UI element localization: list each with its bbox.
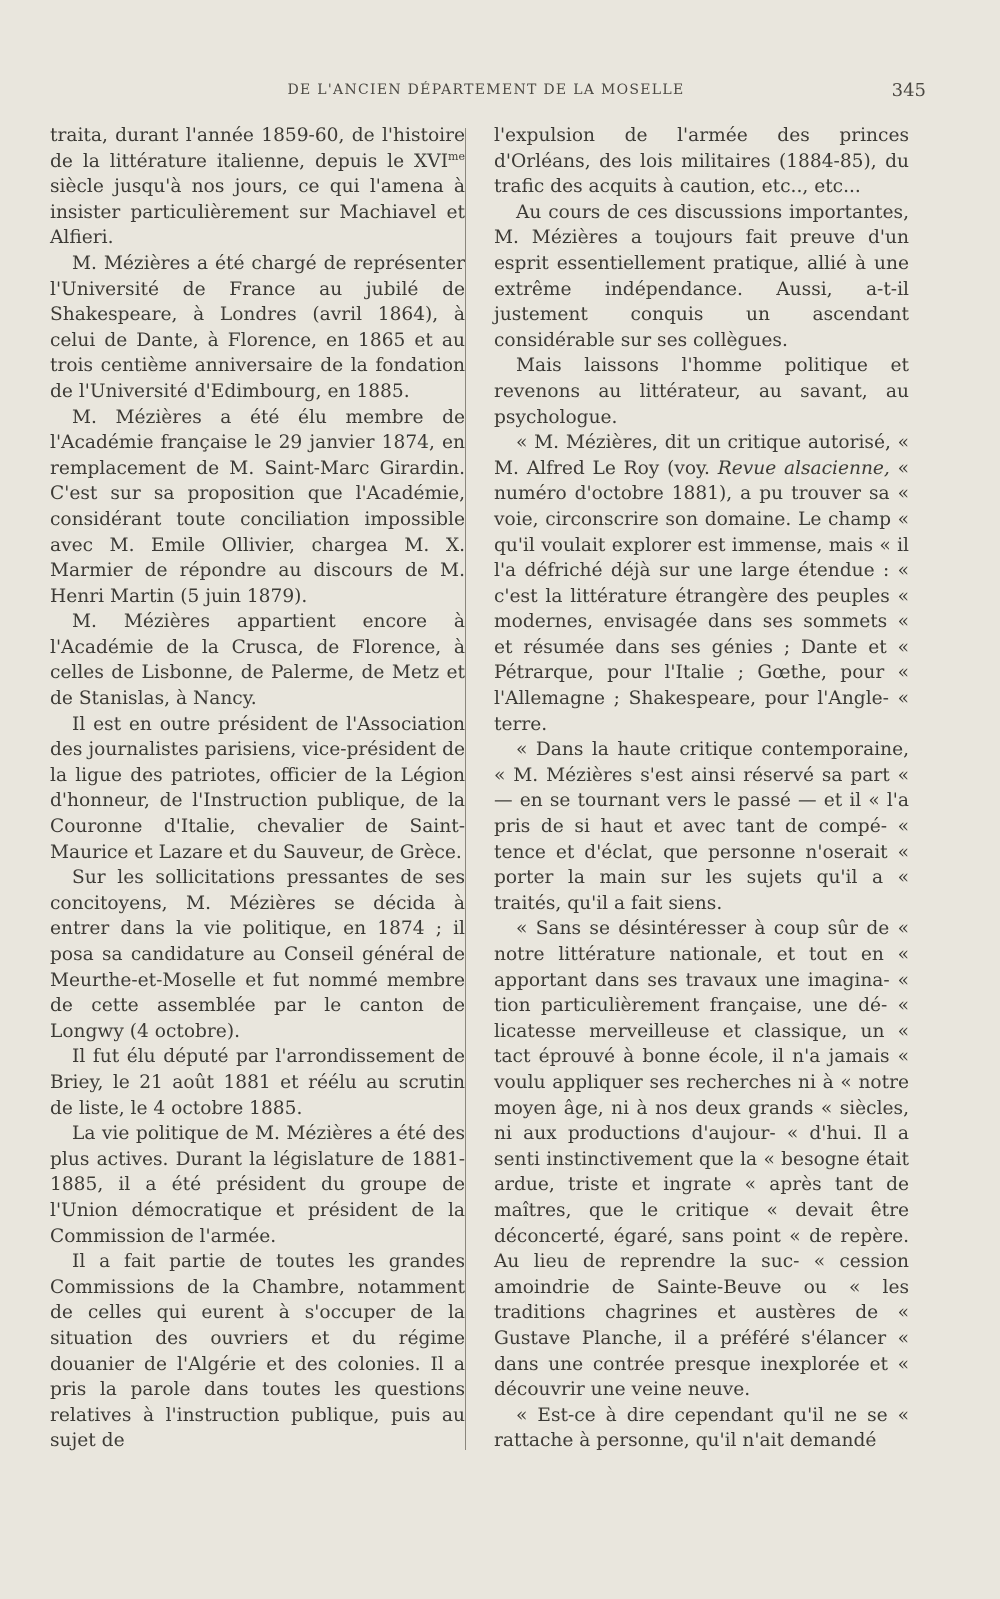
running-head: DE L'ANCIEN DÉPARTEMENT DE LA MOSELLE <box>287 82 685 98</box>
superscript: me <box>448 149 465 163</box>
paragraph: La vie politique de M. Mézières a été des plus actives. Durant la législature de 1881-1885, il a été président du groupe de l'Union démocratique et président de la Commission de l'armée. <box>50 1123 465 1247</box>
quotation-paragraph <box>494 430 909 737</box>
paragraph: Il est en outre président de l'Association des journalistes parisiens, vice-président de la ligue des patriotes, officier de la Légion d'honneur, de l'Instruction publique, de la Couronne d'Italie, chevalier de Saint-Maurice et Lazare et du Sauveur, de Grèce. <box>50 713 465 863</box>
left-column <box>50 123 465 1454</box>
paragraph: Sur les sollicitations pressantes de ses concitoyens, M. Mézières se décida à entrer dans la vie politique, en 1874 ; il posa sa candidature au Conseil général de Meurthe-et-Moselle et fut nommé membre de cette assemblée par le canton de Longwy (4 octobre). <box>50 867 465 1042</box>
paragraph-text: siècle jusqu'à nos jours, ce qui l'amena à insister particulièrement sur Machiavel et Alfieri. <box>50 176 465 249</box>
paragraph: l'expulsion de l'armée des princes d'Orléans, des lois militaires (1884-85), du trafic des acquits à caution, etc.., etc... <box>494 125 909 198</box>
column-divider <box>465 128 466 1450</box>
paragraph: M. Mézières a été élu membre de l'Académie française le 29 janvier 1874, en remplacement de M. Saint-Marc Girardin. C'est sur sa proposition que l'Académie, considérant toute conciliation impossible avec M. Emile Ollivier, chargea M. X. Marmier de répondre au discours de M. Henri Martin (5 juin 1879). <box>50 406 465 607</box>
quotation-paragraph: « Sans se désintéresser à coup sûr de « notre littérature nationale, et tout en « apportant dans ses travaux une imagina- « tion particulièrement française, une dé- « licatesse merveilleuse et classique, un « tact éprouvé à bonne école, il n'a jamais « voulu appliquer ses recherches ni à « notre moyen âge, ni à nos deux grands « siècles, ni aux productions d'aujour- « d'hui. Il a senti instinctivement que la « besogne était ardue, triste et ingrate « après tant de maîtres, que le critique « devait être déconcerté, égaré, sans point « de repère. Au lieu de reprendre la suc- « cession amoindrie de Sainte-Beuve ou « les traditions chagrines et austères de « Gustave Planche, il a préféré s'élancer « dans une contrée presque inexplorée et « découvrir une veine neuve. <box>494 918 909 1401</box>
journal-title: Revue alsacienne, <box>717 457 890 479</box>
paragraph: Il a fait partie de toutes les grandes Commissions de la Chambre, notamment de celles qui eurent à s'occuper de la situation des ouvriers et du régime douanier de l'Algérie et des colonies. Il a pris la parole dans toutes les questions relatives à l'instruction publique, puis au sujet de <box>50 1251 465 1452</box>
paragraph <box>50 123 465 251</box>
paragraph-text: « numéro d'octobre 1881), a pu trouver sa « voie, circonscrire son domaine. Le champ « qu'il voulait explorer est immense, mais « il l'a défriché déjà sur une large étendue : « c'est la littérature étrangère des peuples « modernes, envisagée dans ses sommets « et résumée dans ses génies ; Dante et « Pétrarque, pour l'Italie ; Gœthe, pour « l'Allemagne ; Shakespeare, pour l'Angle- « terre. <box>494 457 909 735</box>
page-number: 345 <box>891 80 926 101</box>
paragraph: Au cours de ces discussions importantes, M. Mézières a toujours fait preuve d'un esprit essentiellement pratique, allié à une extrême indépendance. Aussi, a-t-il justement conquis un ascendant considérable sur ses collègues. <box>494 201 909 351</box>
quotation-paragraph: « Est-ce à dire cependant qu'il ne se « rattache à personne, qu'il n'ait demandé <box>494 1404 909 1452</box>
paragraph-text: traita, durant l'année 1859-60, de l'histoire de la littérature italienne, depuis le XVI <box>50 125 465 172</box>
paragraph-text: « M. Mézières, dit un critique autorisé, « M. Alfred Le Roy (voy. <box>494 432 909 479</box>
quotation-paragraph: « Dans la haute critique contemporaine, « M. Mézières s'est ainsi réservé sa part « — en se tournant vers le passé — et il « l'a pris de si haut et avec tant de compé- « tence et d'éclat, que personne n'oserait « porter la main sur les sujets qu'il a « traités, qu'il a fait siens. <box>494 739 909 914</box>
paragraph: Il fut élu député par l'arrondissement de Briey, le 21 août 1881 et réélu au scrutin de liste, le 4 octobre 1885. <box>50 1046 465 1119</box>
paragraph: Mais laissons l'homme politique et revenons au littérateur, au savant, au psychologue. <box>494 355 909 428</box>
paragraph: M. Mézières a été chargé de représenter l'Université de France au jubilé de Shakespeare, à Londres (avril 1864), à celui de Dante, à Florence, en 1865 et au trois centième anniversaire de la fondation de l'Université d'Edimbourg, en 1885. <box>50 252 465 402</box>
page-header <box>46 80 926 110</box>
right-column <box>494 123 909 1454</box>
paragraph: M. Mézières appartient encore à l'Académie de la Crusca, de Florence, à celles de Lisbonne, de Palerme, de Metz et de Stanislas, à Nancy. <box>50 611 465 710</box>
